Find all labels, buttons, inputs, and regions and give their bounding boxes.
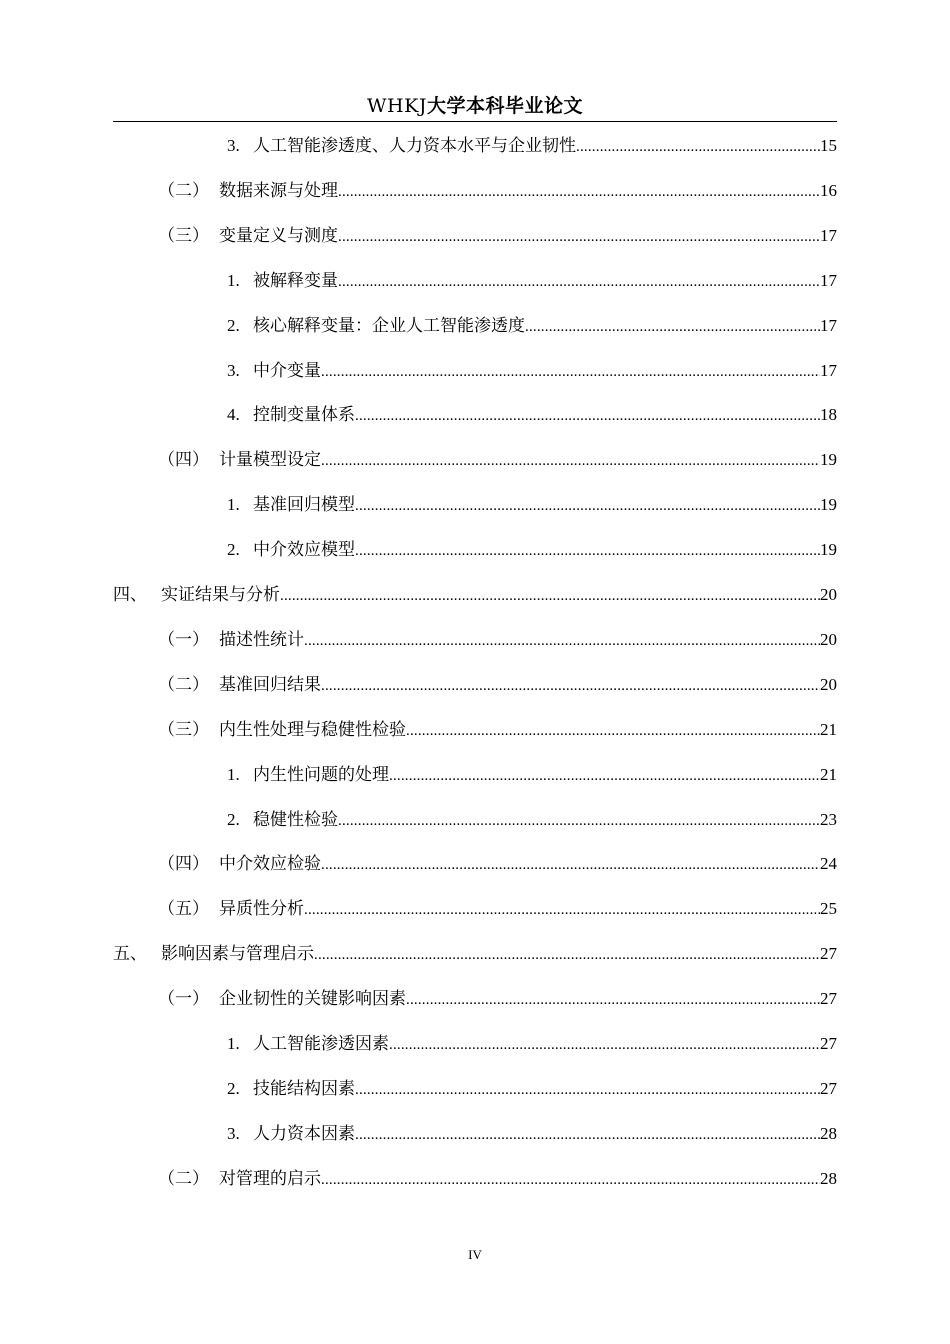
toc-dot-leader (314, 942, 820, 968)
toc-entry-title: 内生性处理与稳健性检验 (219, 720, 406, 740)
page-header (113, 92, 837, 120)
header-rule (113, 121, 837, 122)
toc-entry-number: 3. (227, 136, 240, 155)
toc-entry-page: 24 (820, 854, 837, 873)
toc-dot-leader (355, 403, 820, 429)
toc-entry-number: （四） (158, 450, 209, 470)
toc-dot-leader (525, 314, 820, 340)
toc-entry[interactable] (113, 582, 837, 608)
toc-entry[interactable] (227, 492, 837, 518)
toc-entry-number: （一） (158, 630, 209, 650)
toc-entry[interactable] (227, 313, 837, 339)
toc-entry[interactable] (227, 537, 837, 563)
toc-entry[interactable] (158, 896, 837, 922)
toc-entry-page: 28 (820, 1124, 837, 1143)
toc-entry-page: 23 (820, 810, 837, 829)
toc-entry-number: 2. (227, 316, 240, 335)
toc-entry-number: 1. (227, 495, 240, 514)
toc-entry-number: 2. (227, 810, 240, 829)
toc-entry-page: 21 (820, 720, 837, 739)
toc-entry-title: 影响因素与管理启示 (161, 944, 314, 964)
toc-entry-title: 内生性问题的处理 (253, 765, 389, 785)
toc-entry-title: 核心解释变量：企业人工智能渗透度 (253, 316, 525, 336)
toc-entry-title: 技能结构因素 (253, 1079, 355, 1099)
toc-entry-number: 1. (227, 765, 240, 784)
toc-entry-page: 19 (820, 450, 837, 469)
toc-dot-leader (355, 1122, 820, 1148)
toc-entry-page: 20 (820, 585, 837, 604)
toc-entry-page: 28 (820, 1169, 837, 1188)
toc-dot-leader (304, 628, 820, 654)
toc-entry-number: 2. (227, 1079, 240, 1098)
toc-dot-leader (338, 224, 820, 250)
toc-entry-title: 控制变量体系 (253, 405, 355, 425)
toc-dot-leader (338, 179, 820, 205)
toc-entry-page: 27 (820, 944, 837, 963)
toc-entry-number: 2. (227, 540, 240, 559)
toc-entry-title: 人工智能渗透度、人力资本水平与企业韧性 (253, 136, 576, 156)
toc-entry-number: （五） (158, 899, 209, 919)
toc-entry-page: 20 (820, 675, 837, 694)
toc-entry-page: 17 (820, 316, 837, 335)
toc-entry[interactable] (113, 941, 837, 967)
toc-entry-page: 15 (820, 136, 837, 155)
toc-entry-page: 17 (820, 271, 837, 290)
toc-entry[interactable] (158, 223, 837, 249)
toc-entry[interactable] (227, 402, 837, 428)
toc-entry[interactable] (227, 807, 837, 833)
toc-entry-title: 实证结果与分析 (161, 585, 280, 605)
toc-dot-leader (321, 852, 820, 878)
toc-entry-title: 基准回归结果 (219, 675, 321, 695)
toc-entry-number: 3. (227, 361, 240, 380)
toc-entry-page: 19 (820, 540, 837, 559)
toc-entry-number: 五、 (113, 944, 147, 964)
toc-entry[interactable] (158, 1166, 837, 1192)
toc-entry-page: 21 (820, 765, 837, 784)
toc-entry-title: 稳健性检验 (253, 810, 338, 830)
toc-entry-number: （四） (158, 854, 209, 874)
toc-entry-number: 3. (227, 1124, 240, 1143)
toc-dot-leader (576, 134, 820, 160)
toc-dot-leader (389, 763, 820, 789)
toc-entry-title: 人工智能渗透因素 (253, 1034, 389, 1054)
toc-entry-page: 20 (820, 630, 837, 649)
toc-entry[interactable] (158, 717, 837, 743)
toc-entry[interactable] (158, 178, 837, 204)
toc-entry-number: （二） (158, 1169, 209, 1189)
toc-dot-leader (338, 808, 820, 834)
toc-dot-leader (389, 1032, 820, 1058)
toc-dot-leader (280, 583, 820, 609)
toc-entry[interactable] (227, 268, 837, 294)
toc-entry-title: 计量模型设定 (219, 450, 321, 470)
toc-entry-title: 基准回归模型 (253, 495, 355, 515)
toc-dot-leader (406, 987, 820, 1013)
toc-dot-leader (321, 673, 820, 699)
toc-entry[interactable] (227, 762, 837, 788)
toc-entry-number: 1. (227, 1034, 240, 1053)
page-number: IV (468, 1247, 482, 1262)
toc-entry[interactable] (158, 986, 837, 1012)
toc-dot-leader (355, 493, 820, 519)
toc-entry-title: 对管理的启示 (219, 1169, 321, 1189)
toc-entry-number: 1. (227, 271, 240, 290)
toc-entry-title: 异质性分析 (219, 899, 304, 919)
toc-dot-leader (304, 897, 820, 923)
toc-dot-leader (355, 1077, 820, 1103)
toc-entry-number: （一） (158, 989, 209, 1009)
toc-entry-number: （三） (158, 226, 209, 246)
toc-entry-title: 数据来源与处理 (219, 181, 338, 201)
toc-entry-title: 变量定义与测度 (219, 226, 338, 246)
toc-entry-title: 企业韧性的关键影响因素 (219, 989, 406, 1009)
toc-entry[interactable] (158, 627, 837, 653)
toc-entry-page: 27 (820, 1079, 837, 1098)
toc-entry-page: 25 (820, 899, 837, 918)
toc-entry-page: 17 (820, 361, 837, 380)
toc-entry[interactable] (227, 133, 837, 159)
toc-entry[interactable] (227, 1121, 837, 1147)
toc-dot-leader (406, 718, 820, 744)
toc-entry[interactable] (227, 1076, 837, 1102)
toc-entry-page: 27 (820, 989, 837, 1008)
toc-dot-leader (321, 1167, 820, 1193)
toc-entry-number: （三） (158, 720, 209, 740)
toc-entry[interactable] (158, 851, 837, 877)
header-latin: WHKJ (367, 95, 427, 117)
toc-dot-leader (355, 538, 820, 564)
toc-entry-page: 16 (820, 181, 837, 200)
toc-entry-number: （二） (158, 675, 209, 695)
toc-dot-leader (321, 448, 820, 474)
toc-entry-number: 四、 (113, 585, 147, 605)
toc-dot-leader (321, 359, 820, 385)
toc-entry-number: 4. (227, 405, 240, 424)
toc-entry-title: 人力资本因素 (253, 1124, 355, 1144)
toc-entry[interactable] (158, 447, 837, 473)
toc-entry-title: 描述性统计 (219, 630, 304, 650)
toc-dot-leader (338, 269, 820, 295)
toc-entry-title: 中介变量 (253, 361, 321, 381)
toc-entry[interactable] (227, 358, 837, 384)
toc-entry-number: （二） (158, 181, 209, 201)
toc-entry[interactable] (227, 1031, 837, 1057)
toc-entry-title: 中介效应模型 (253, 540, 355, 560)
toc-entry-page: 17 (820, 226, 837, 245)
toc-entry-page: 19 (820, 495, 837, 514)
toc-entry-page: 27 (820, 1034, 837, 1053)
toc-entry-page: 18 (820, 405, 837, 424)
toc-entry[interactable] (158, 672, 837, 698)
toc-entry-title: 中介效应检验 (219, 854, 321, 874)
toc-entry-title: 被解释变量 (253, 271, 338, 291)
header-title: 大学本科毕业论文 (426, 95, 583, 117)
